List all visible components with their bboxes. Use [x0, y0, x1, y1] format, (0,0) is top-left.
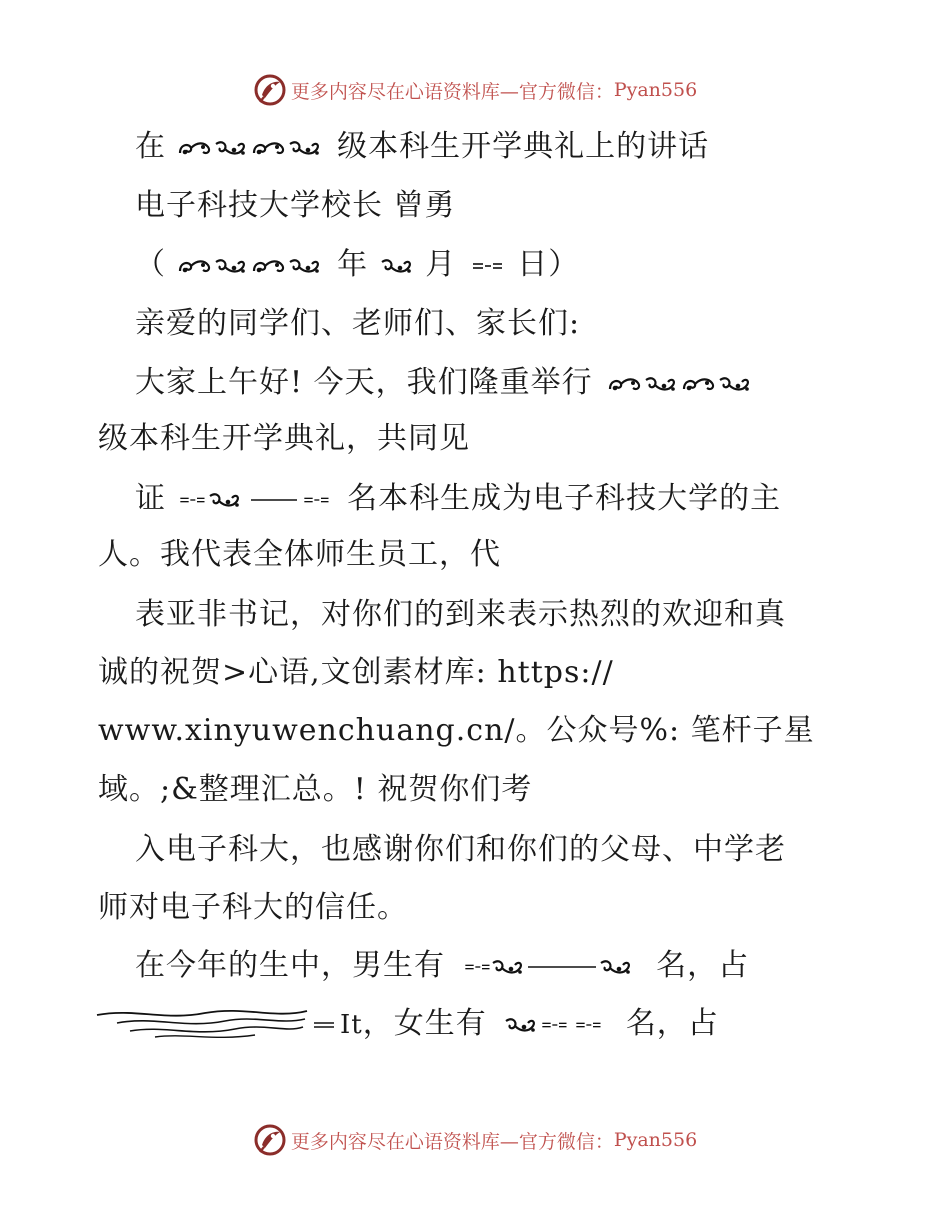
paragraph-line: 诚的祝贺>心语,文创素材库: https://: [98, 655, 614, 690]
ornament-glyphs: [312, 1012, 340, 1038]
date-day: 日）: [517, 247, 580, 282]
pen-logo-icon: [253, 73, 287, 107]
paragraph-line: 域。;&整理汇总。! 祝贺你们考: [98, 772, 533, 807]
date-month: 月: [425, 247, 457, 282]
ornament-glyphs: [177, 253, 327, 279]
paragraph-line: 级本科生开学典礼，共同见: [98, 421, 470, 456]
text-run: 证: [135, 481, 166, 516]
banner-wechat-id: Pyan556: [613, 79, 698, 101]
author-line: 电子科技大学校长 曾勇: [135, 188, 456, 223]
text-run: 在今年的生中，男生有: [135, 948, 445, 983]
banner-wechat-id: Pyan556: [613, 1129, 698, 1151]
text-run: 名，占: [625, 1006, 719, 1041]
ornament-glyphs: [603, 371, 753, 397]
text-run: 名本科生成为电子科技大学的主: [347, 481, 782, 516]
paragraph-line: 师对电子科大的信任。: [98, 890, 408, 925]
it-mark: It: [340, 1010, 363, 1040]
top-banner: [0, 70, 950, 110]
text-run: ，女生有: [362, 1006, 487, 1041]
ornament-glyphs: [456, 954, 646, 980]
ornament-glyphs: [467, 253, 507, 279]
wave-ornament: [95, 1003, 310, 1043]
banner-text: 更多内容尽在心语资料库—官方微信：: [290, 1130, 614, 1153]
title-suffix: 级本科生开学典礼上的讲话: [337, 129, 710, 164]
date-year: 年: [337, 247, 369, 282]
paragraph-line: 入电子科大，也感谢你们和你们的父母、中学老: [135, 832, 786, 867]
banner-text: 更多内容尽在心语资料库—官方微信：: [290, 80, 614, 103]
salutation: 亲爱的同学们、老师们、家长们:: [135, 306, 581, 341]
ornament-glyphs: [177, 487, 337, 513]
ornament-glyphs: [177, 135, 327, 161]
paragraph-line: www.xinyuwenchuang.cn/。公众号%: 笔杆子星: [98, 713, 815, 748]
paragraph-line: [135, 365, 753, 401]
paragraph-line: [135, 948, 749, 984]
title-prefix: 在: [135, 129, 166, 164]
date-line: [135, 247, 579, 283]
paragraph-line: 人。我代表全体师生员工，代: [98, 537, 501, 572]
pen-logo-icon: [253, 1123, 287, 1157]
document-title: [135, 129, 709, 165]
date-open: （: [135, 247, 166, 282]
paragraph-line: [312, 1006, 719, 1043]
paragraph-line: [135, 481, 781, 517]
bottom-banner: [0, 1120, 950, 1160]
paragraph-line: 表亚非书记，对你们的到来表示热烈的欢迎和真: [135, 597, 786, 632]
text-run: 名，占: [656, 948, 750, 983]
text-run: 大家上午好! 今天，我们隆重举行: [135, 365, 593, 400]
ornament-glyphs: [497, 1012, 615, 1038]
ornament-glyphs: [379, 253, 415, 279]
